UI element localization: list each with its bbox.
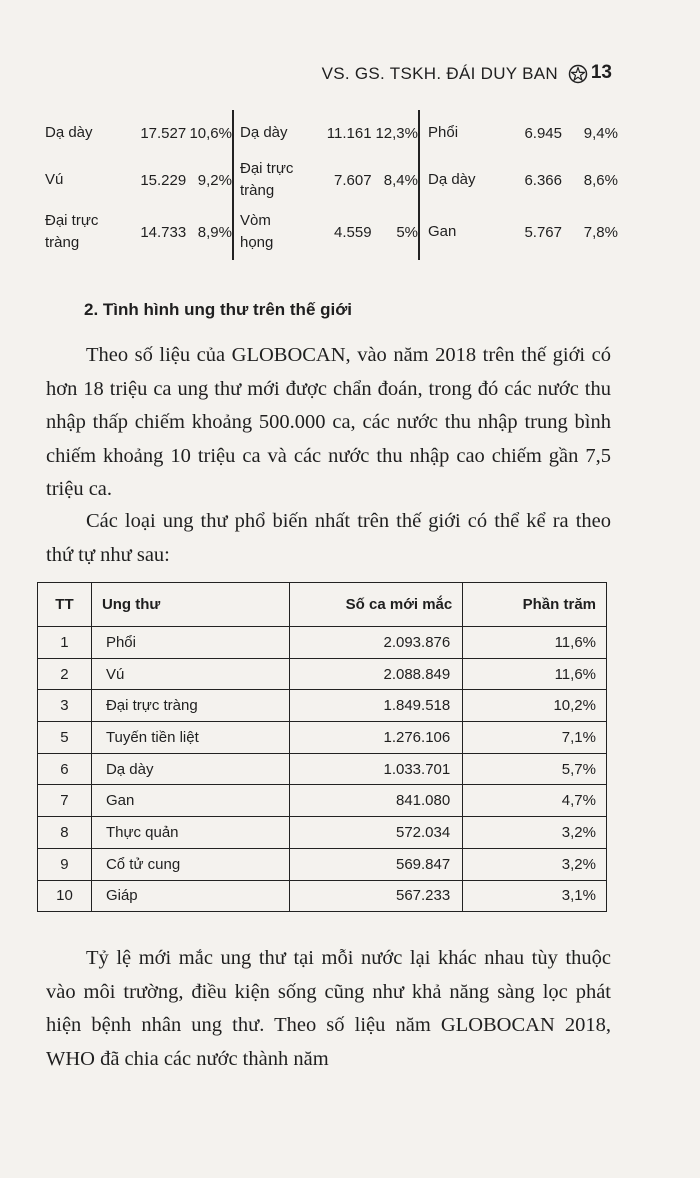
column-group-1: [45, 210, 232, 254]
paragraph-text: Tỷ lệ mới mắc ung thư tại mỗi nước lại khác nhau tùy thuộc vào môi trường, điều kiện sống cũng như khả năng sàng lọc phát hiện bệnh nhân ung thư. Theo số liệu năm GLOBOCAN 2018, WHO đã chia các nước thành năm: [46, 947, 611, 1070]
section-heading: 2. Tình hình ung thư trên thế giới: [84, 300, 353, 319]
cancer-name: Phổi: [428, 124, 459, 141]
header-new-cases: Số ca mới mắc: [289, 583, 463, 627]
new-cases: 569.847: [289, 848, 463, 880]
new-cases: 841.080: [289, 785, 463, 817]
row-index: 6: [38, 753, 92, 785]
case-percent: 8,6%: [583, 171, 618, 189]
header-percent: Phần trăm: [463, 583, 607, 627]
percent: 4,7%: [463, 785, 607, 817]
cancer-type: Đại trực tràng: [91, 690, 289, 722]
row-index: 8: [38, 817, 92, 849]
case-count: 6.366: [524, 171, 562, 189]
case-count: 6.945: [524, 124, 562, 142]
header-tt: TT: [38, 583, 92, 627]
cancer-type: Cổ tử cung: [91, 848, 289, 880]
column-group-3: [420, 169, 620, 191]
column-group-2: [232, 156, 420, 204]
cancer-type: Tuyến tiền liệt: [91, 722, 289, 754]
table-header-row: [38, 583, 607, 627]
new-cases: 2.088.849: [289, 658, 463, 690]
table-row: [38, 848, 607, 880]
page-number: 13: [590, 62, 612, 83]
table-row: [45, 204, 625, 260]
cancer-type: Thực quản: [91, 817, 289, 849]
cancer-type: Vú: [91, 658, 289, 690]
row-index: 10: [38, 880, 92, 912]
row-index: 3: [38, 690, 92, 722]
percent: 3,2%: [463, 848, 607, 880]
paragraph-globocan: [46, 339, 611, 507]
cancer-name: Vòm họng: [240, 212, 274, 251]
row-index: 5: [38, 722, 92, 754]
column-group-2: [232, 204, 420, 260]
running-header: [322, 64, 588, 84]
table-row: [38, 817, 607, 849]
cancer-name: Dạ dày: [240, 124, 288, 141]
table-row: [38, 722, 607, 754]
row-index: 1: [38, 627, 92, 659]
new-cases: 572.034: [289, 817, 463, 849]
paragraph-incidence: [46, 942, 611, 1076]
case-count: 14.733: [140, 223, 187, 241]
case-count: 4.559: [334, 223, 372, 241]
case-count: 5.767: [524, 223, 562, 241]
row-index: 9: [38, 848, 92, 880]
new-cases: 1.276.106: [289, 722, 463, 754]
paragraph-intro-list: [46, 505, 611, 572]
cancer-name: Vú: [45, 171, 64, 188]
cancer-name: Gan: [428, 223, 457, 240]
cancer-type: Dạ dày: [91, 753, 289, 785]
cancer-name: Dạ dày: [428, 171, 476, 188]
table-row: [38, 658, 607, 690]
table-row: [38, 627, 607, 659]
row-index: 2: [38, 658, 92, 690]
column-group-1: [45, 169, 232, 191]
paragraph-text: Theo số liệu của GLOBOCAN, vào năm 2018 trên thế giới có hơn 18 triệu ca ung thư mới được chẩn đoán, trong đó các nước thu nhập thấp chiếm khoảng 500.000 ca, các nước thu nhập trung bình chiếm khoảng 10 triệu ca và các nước thu nhập cao chiếm gần 7,5 triệu ca.: [46, 344, 611, 500]
case-count: 11.161: [326, 124, 372, 142]
case-percent: 8,4%: [383, 171, 418, 189]
case-count: 7.607: [334, 171, 372, 189]
percent: 3,2%: [463, 817, 607, 849]
cancer-type: Phổi: [91, 627, 289, 659]
column-group-3: [420, 122, 620, 144]
header-cancer-type: Ung thư: [91, 583, 289, 627]
percent: 5,7%: [463, 753, 607, 785]
cancer-name: Đại trực tràng: [45, 212, 99, 251]
cancer-type: Giáp: [91, 880, 289, 912]
case-percent: 10,6%: [189, 124, 232, 142]
cancer-name: Dạ dày: [45, 124, 93, 141]
percent: 7,1%: [463, 722, 607, 754]
new-cases: 2.093.876: [289, 627, 463, 659]
table-row: [38, 753, 607, 785]
paragraph-text: Các loại ung thư phổ biến nhất trên thế giới có thể kể ra theo thứ tự như sau:: [46, 510, 611, 566]
case-count: 15.229: [140, 171, 187, 189]
percent: 11,6%: [463, 627, 607, 659]
column-group-3: [420, 221, 620, 243]
cancer-type: Gan: [91, 785, 289, 817]
percent: 11,6%: [463, 658, 607, 690]
new-cases: 567.233: [289, 880, 463, 912]
top-comparison-table: [45, 110, 625, 260]
table-row: [38, 880, 607, 912]
row-index: 7: [38, 785, 92, 817]
table-row: [38, 785, 607, 817]
new-cases: 1.849.518: [289, 690, 463, 722]
case-percent: 9,4%: [583, 124, 618, 142]
cancer-name: Đại trực tràng: [240, 160, 294, 199]
case-percent: 7,8%: [583, 223, 618, 241]
cancer-incidence-table: [37, 582, 607, 912]
table-row: [45, 156, 625, 204]
case-percent: 9,2%: [197, 171, 232, 189]
case-count: 17.527: [140, 124, 187, 142]
new-cases: 1.033.701: [289, 753, 463, 785]
circle-star-icon: [568, 64, 588, 84]
case-percent: 5%: [396, 223, 418, 241]
case-percent: 12,3%: [375, 124, 418, 142]
author-name: VS. GS. TSKH. ĐÁI DUY BAN: [321, 64, 558, 83]
column-group-2: [232, 110, 420, 156]
column-group-1: [45, 122, 232, 144]
table-row: [45, 110, 625, 156]
case-percent: 8,9%: [197, 223, 232, 241]
table-row: [38, 690, 607, 722]
percent: 10,2%: [463, 690, 607, 722]
percent: 3,1%: [463, 880, 607, 912]
